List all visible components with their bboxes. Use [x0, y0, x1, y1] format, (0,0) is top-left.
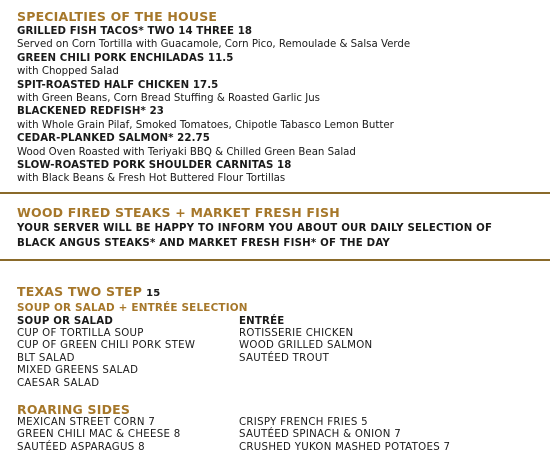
- list-item: MIXED GREENS SALAD: [17, 365, 139, 377]
- dish-description: Wood Oven Roasted with Teriyaki BBQ & Chilled Green Bean Salad: [17, 146, 356, 158]
- list-item: CRUSHED YUKON MASHED POTATOES 7: [239, 441, 451, 453]
- steaks-info-line-2: BLACK ANGUS STEAKS* AND MARKET FRESH FISH* OF THE DAY: [17, 238, 391, 249]
- list-item: MEXICAN STREET CORN 7: [17, 417, 156, 428]
- list-item: WOOD GRILLED SALMON: [239, 340, 373, 352]
- list-item: SAUTÉED ASPARAGUS 8: [17, 441, 145, 453]
- specialties-list: [17, 25, 542, 186]
- specialties-title: SPECIALTIES OF THE HOUSE: [17, 9, 218, 24]
- list-item: CUP OF GREEN CHILI PORK STEW: [17, 340, 196, 352]
- dish-description: with Whole Grain Pilaf, Smoked Tomatoes, Chipotle Tabasco Lemon Butter: [17, 119, 394, 131]
- menu-item: [17, 52, 542, 79]
- steaks-section: [17, 205, 542, 251]
- two-step-title: TEXAS TWO STEP: [17, 284, 143, 299]
- menu-item: [17, 79, 542, 106]
- dish-name: CEDAR-PLANKED SALMON* 22.75: [17, 133, 210, 145]
- dish-description: Served on Corn Tortilla with Guacamole, Corn Pico, Remoulade & Salsa Verde: [17, 39, 411, 51]
- divider-bottom: [0, 259, 550, 261]
- dish-description: with Chopped Salad: [17, 66, 119, 78]
- list-item: ROTISSERIE CHICKEN: [239, 328, 354, 339]
- steaks-title: WOOD FIRED STEAKS + MARKET FRESH FISH: [17, 205, 340, 220]
- menu-item: [17, 105, 542, 132]
- dish-name: SPIT-ROASTED HALF CHICKEN 17.5: [17, 79, 219, 91]
- dish-description: with Black Beans & Fresh Hot Buttered Flour Tortillas: [17, 173, 286, 185]
- sides-title: ROARING SIDES: [17, 402, 131, 417]
- dish-name: SLOW-ROASTED PORK SHOULDER CARNITAS 18: [17, 160, 292, 172]
- steaks-info-line-1: YOUR SERVER WILL BE HAPPY TO INFORM YOU ABOUT OUR DAILY SELECTION OF: [17, 223, 493, 234]
- two-step-section: [17, 284, 542, 391]
- menu-item: [17, 159, 542, 186]
- menu-item: [17, 132, 542, 159]
- soup-salad-column: [17, 315, 195, 390]
- list-item: CRISPY FRENCH FRIES 5: [239, 417, 368, 428]
- list-item: GREEN CHILI MAC & CHEESE 8: [17, 429, 181, 441]
- two-step-subtitle: SOUP OR SALAD + ENTRÉE SELECTION: [17, 302, 248, 314]
- specialties-section: [17, 9, 542, 186]
- entree-column: [239, 315, 372, 365]
- dish-name: GREEN CHILI PORK ENCHILADAS 11.5: [17, 52, 234, 64]
- dish-description: with Green Beans, Corn Bread Stuffing & Roasted Garlic Jus: [17, 93, 320, 105]
- sides-section: [17, 402, 542, 457]
- menu-item: [17, 25, 542, 52]
- list-item: SAUTÉED SPINACH & ONION 7: [239, 429, 401, 441]
- list-item: BLT SALAD: [17, 352, 75, 364]
- soup-salad-heading: SOUP OR SALAD: [17, 316, 113, 327]
- two-step-heading: [17, 284, 542, 301]
- dish-name: BLACKENED REDFISH* 23: [17, 106, 164, 118]
- divider-top: [0, 192, 550, 194]
- list-item: CAESAR SALAD: [17, 377, 100, 389]
- sides-left-column: [17, 417, 181, 454]
- sides-right-column: [239, 417, 450, 454]
- list-item: CUP OF TORTILLA SOUP: [17, 328, 144, 339]
- dish-name: GRILLED FISH TACOS* TWO 14 THREE 18: [17, 26, 253, 37]
- two-step-price: 15: [146, 288, 161, 299]
- list-item: SAUTÉED TROUT: [239, 352, 330, 364]
- entree-heading: ENTRÉE: [239, 316, 285, 327]
